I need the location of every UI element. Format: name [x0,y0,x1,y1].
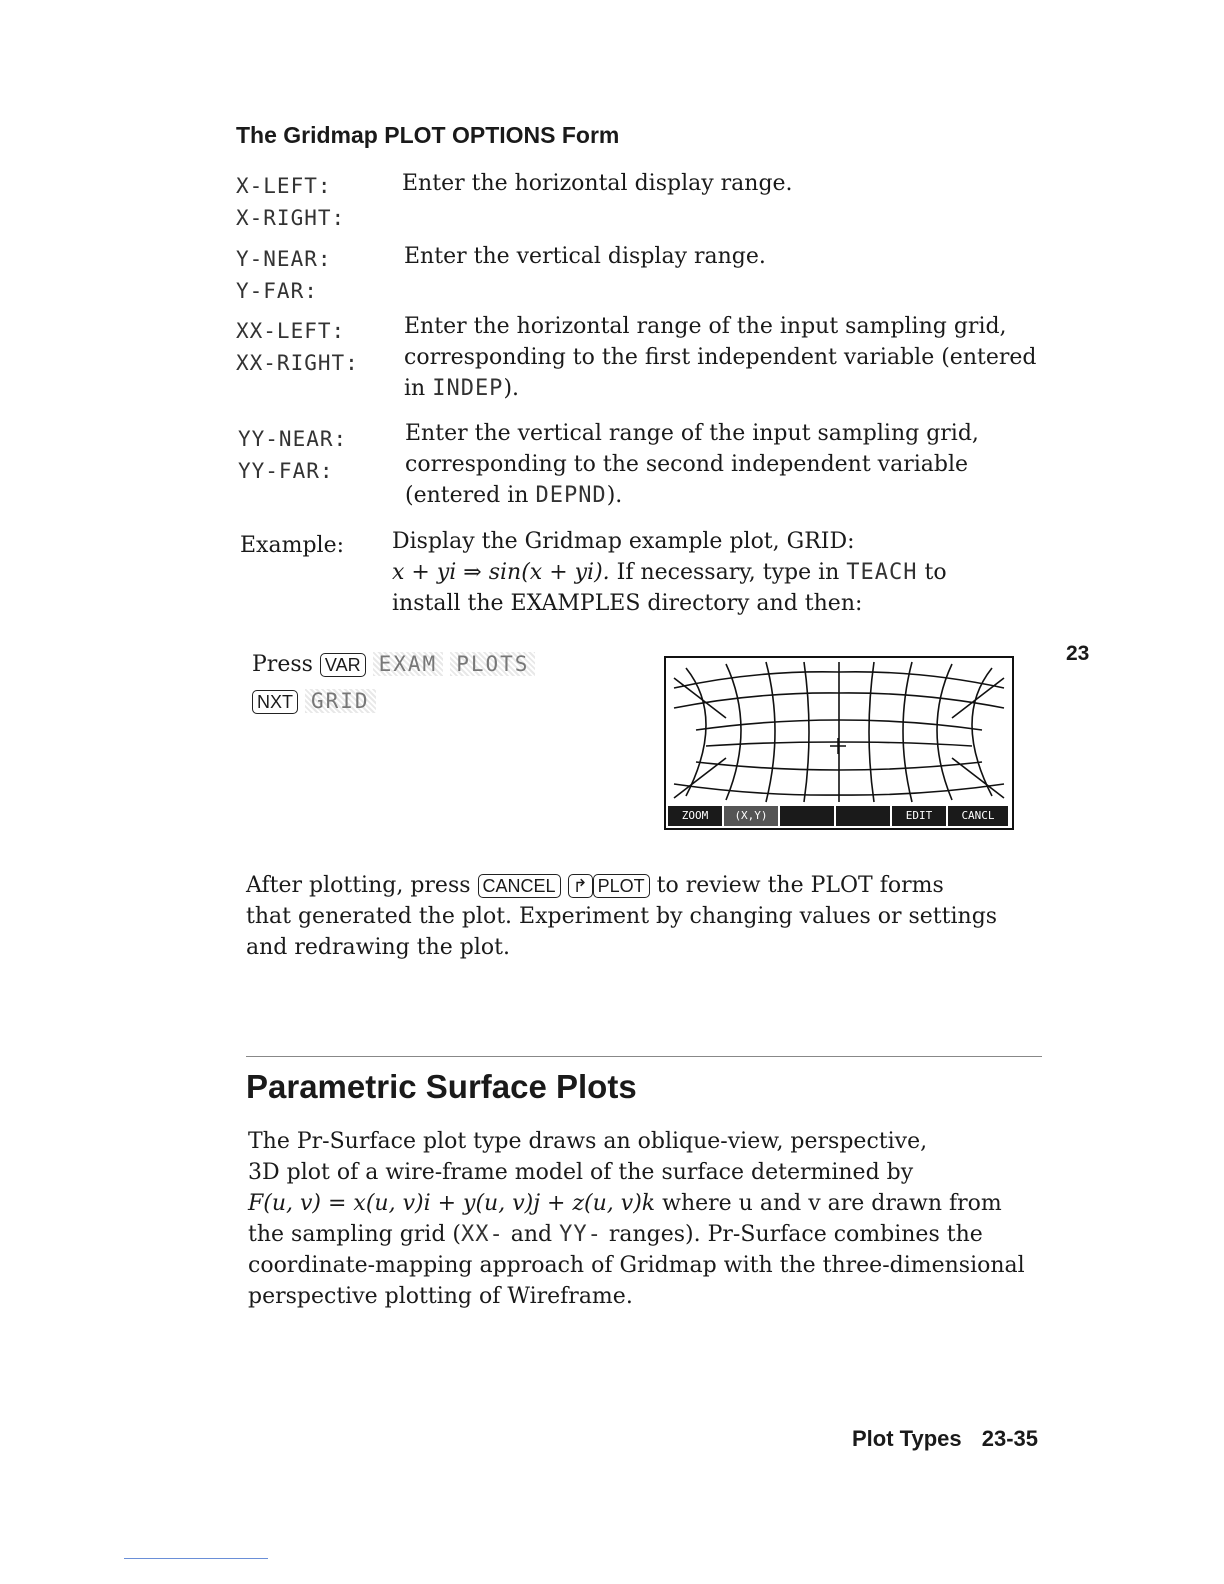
code-yy: YY- [559,1222,602,1247]
code-xx: XX- [461,1222,504,1247]
nxt-key: NXT [252,690,298,714]
code-depnd: DEPND [535,483,607,508]
right-shift-key: ↱ [568,874,593,898]
desc-yy-line-1: Enter the vertical range of the input sampling grid, [405,421,979,446]
grid-curve [726,664,741,800]
footer-page-number: 23-35 [981,1426,1039,1451]
after-line-2: that generated the plot. Experiment by changing values or settings [246,904,998,929]
option-label-xx [236,315,359,379]
menu-blank-2 [836,806,890,826]
label-y-near: Y-NEAR: [236,247,332,271]
softkey-grid: GRID [305,689,376,713]
option-label-y [236,243,332,307]
surface-line-1: The Pr-Surface plot type draws an oblique-view, perspective, [248,1129,928,1154]
menu-edit: EDIT [892,806,946,826]
press-word: Press [252,652,313,677]
heading-part-3: Form [555,122,620,148]
page-footer [852,1426,1038,1452]
label-xx-right: XX-RIGHT: [236,351,359,375]
calculator-menu-bar [668,806,1010,826]
heading-part-2: PLOT OPTIONS [384,122,556,148]
surface-formula: F(u, v) = x(u, v)i + y(u, v)j + z(u, v)k [248,1191,656,1216]
desc-xx-line-2: corresponding to the first independent variable (entered [404,345,1037,370]
label-yy-far: YY-FAR: [238,459,334,483]
section-divider [246,1056,1042,1057]
desc-yy-line-3: (entered in DEPND). [405,483,623,508]
option-label-x [236,170,345,234]
example-line-3: install the EXAMPLES directory and then: [392,591,863,616]
grid-curve [804,662,809,802]
surface-heading: Parametric Surface Plots [246,1068,637,1105]
example-math: x + yi ⇒ sin(x + yi). [392,560,610,585]
example-line-1: Display the Gridmap example plot, GRID: [392,529,855,554]
menu-blank-1 [780,806,834,826]
menu-zoom: ZOOM [668,806,722,826]
desc-xx-line-1: Enter the horizontal range of the input sampling grid, [404,314,1007,339]
heading-part-1: The Gridmap [236,122,385,148]
grid-curve [766,662,775,802]
softkey-plots: PLOTS [450,652,535,676]
softkey-exam: EXAM [373,652,444,676]
press-instructions [252,646,535,720]
grid-curve [869,662,874,802]
example-label: Example: [240,533,344,558]
after-line-3: and redrawing the plot. [246,935,510,960]
section-heading [236,122,619,149]
after-line-1: After plotting, press CANCEL ↱ PLOT to review the PLOT forms [246,873,944,898]
surface-paragraph [248,1126,1025,1312]
label-x-right: X-RIGHT: [236,206,346,230]
grid-curve [686,668,706,796]
code-teach: TEACH [846,560,918,585]
cursor-plus-icon [830,738,846,754]
var-key: VAR [320,653,366,677]
grid-curve [937,664,952,800]
chapter-tab: 23 [1066,642,1090,665]
option-desc-y: Enter the vertical display range. [404,244,766,269]
plot-key: PLOT [593,874,650,898]
surface-line-6: perspective plotting of Wireframe. [248,1284,633,1309]
desc-yy-line-2: corresponding to the second independent variable [405,452,969,477]
option-desc-xx [404,311,1036,404]
example-line-2: x + yi ⇒ sin(x + yi). If necessary, type in TEACH to [392,560,947,585]
calculator-screen [664,656,1014,830]
surface-line-3: F(u, v) = x(u, v)i + y(u, v)j + z(u, v)k where u and v are drawn from [248,1191,1002,1216]
after-paragraph [246,870,997,963]
surface-line-4: the sampling grid (XX- and YY- ranges). Pr-Surface combines the [248,1222,983,1247]
code-indep: INDEP [432,376,504,401]
cancel-key: CANCEL [478,874,561,898]
label-x-left: X-LEFT: [236,174,332,198]
bottom-rule [124,1558,268,1559]
gridmap-plot [666,658,1012,804]
label-xx-left: XX-LEFT: [236,319,346,343]
label-y-far: Y-FAR: [236,279,318,303]
example-text [392,526,947,619]
grid-curve [972,668,992,796]
surface-line-2: 3D plot of a wire-frame model of the surface determined by [248,1160,914,1185]
grid-curve [903,662,912,802]
surface-line-5: coordinate-mapping approach of Gridmap with the three-dimensional [248,1253,1025,1278]
option-label-yy [238,423,347,487]
menu-xy: (X,Y) [724,806,778,826]
footer-title: Plot Types [852,1426,962,1451]
menu-cancl: CANCL [948,806,1008,826]
option-desc-yy [405,418,979,511]
option-desc-x: Enter the horizontal display range. [402,171,793,196]
desc-xx-line-3: in INDEP). [404,376,520,401]
label-yy-near: YY-NEAR: [238,427,348,451]
